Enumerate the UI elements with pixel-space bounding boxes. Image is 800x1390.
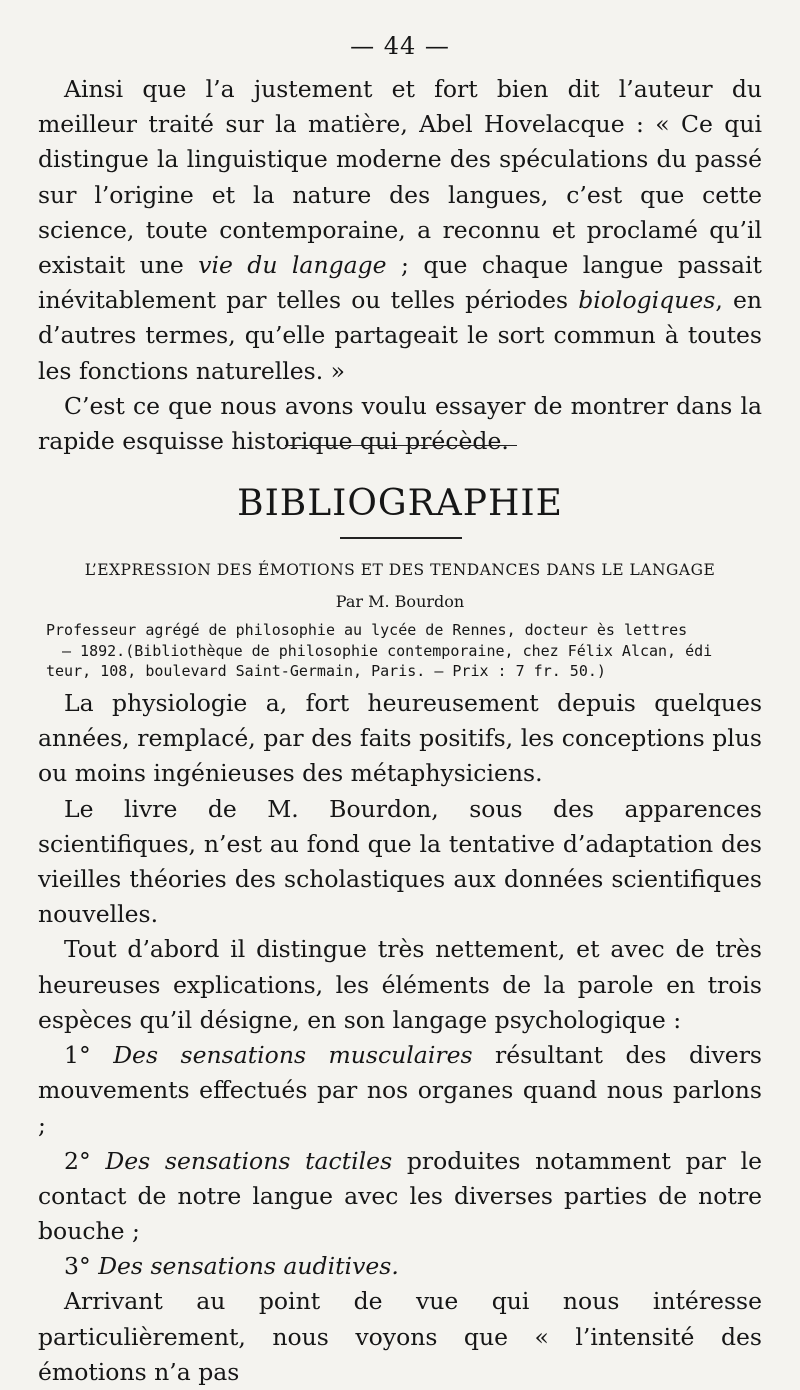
reference-title: L’EXPRESSION DES ÉMOTIONS ET DES TENDANCES DANS LE LANGAGE bbox=[84, 561, 716, 579]
section-heading: BIBLIOGRAPHIE bbox=[237, 483, 563, 524]
body-paragraph-1: La physiologie a, fort heureusement depuis quelques années, remplacé, par des faits positifs, les conceptions plus ou moins ingénieuses des métaphysiciens. bbox=[38, 689, 762, 788]
body-section bbox=[38, 686, 762, 1390]
list-item-2-number: 2° bbox=[64, 1146, 91, 1175]
reference-detail-line: — 1892.(Bibliothèque de philosophie contemporaine, chez Félix Alcan, édi bbox=[62, 641, 713, 660]
list-item-2-emphasis: Des sensations tactiles bbox=[105, 1146, 393, 1175]
intro-section bbox=[38, 72, 762, 459]
list-item-1 bbox=[38, 1038, 762, 1144]
heading-underline bbox=[340, 537, 462, 539]
list-item-3 bbox=[38, 1249, 762, 1284]
body-paragraph-4: Arrivant au point de vue qui nous intéresse particulièrement, nous voyons que « l’intensité des émotions n’a pas bbox=[38, 1287, 762, 1386]
intro-paragraph-1 bbox=[38, 72, 762, 389]
list-item-2-text: produites notamment par le contact de notre langue avec les diverses parties de notre bouche ; bbox=[38, 1146, 762, 1246]
intro-p1-text: Ainsi que l’a justement et fort bien dit l’auteur du meilleur traité sur la matière, Abel Hovelacque : « Ce qui distingue la linguistique moderne des spéculations du passé sur l’origine et la nature des langues, c’est que cette science, toute contemporaine, a reconnu et proclamé qu’il existait une bbox=[38, 75, 762, 280]
reference-detail-line: Professeur agrégé de philosophie au lycée de Rennes, docteur ès lettres bbox=[46, 621, 688, 639]
intro-p1-emphasis-1: vie du langage bbox=[198, 251, 387, 280]
intro-paragraph-2: C’est ce que nous avons voulu essayer de montrer dans la rapide esquisse historique qui précède. bbox=[38, 391, 762, 456]
reference-details bbox=[46, 620, 760, 682]
intro-p1-middle: ; que chaque langue passait inévitablement par telles ou telles périodes bbox=[38, 251, 763, 315]
list-item-1-number: 1° bbox=[64, 1041, 91, 1070]
list-item-1-emphasis: Des sensations musculaires bbox=[113, 1041, 473, 1070]
intro-p1-emphasis-2: biologiques bbox=[578, 286, 716, 315]
page-number: — 44 — bbox=[350, 32, 450, 60]
list-item-1-text: résultant des divers mouvements effectués par nos organes quand nous parlons ; bbox=[38, 1041, 762, 1140]
list-item-2 bbox=[38, 1144, 762, 1250]
body-paragraph-2: Le livre de M. Bourdon, sous des apparences scientifiques, n’est au fond que la tentative d’adaptation des vieilles théories des scholastiques aux données scientifiques nouvelles. bbox=[38, 794, 762, 929]
list-item-3-emphasis: Des sensations auditives. bbox=[98, 1252, 399, 1281]
reference-detail-line: teur, 108, boulevard Saint-Germain, Paris. — Prix : 7 fr. 50.) bbox=[46, 662, 606, 680]
reference-author: Par M. Bourdon bbox=[335, 592, 465, 611]
intro-p1-end: , en d’autres termes, qu’elle partageait le sort commun à toutes les fonctions naturelles. » bbox=[38, 286, 763, 385]
body-paragraph-3: Tout d’abord il distingue très nettement, et avec de très heureuses explications, les éléments de la parole en trois espèces qu’il désigne, en son langage psychologique : bbox=[38, 935, 762, 1034]
list-item-3-number: 3° bbox=[64, 1252, 91, 1281]
separator-rule bbox=[285, 445, 517, 446]
